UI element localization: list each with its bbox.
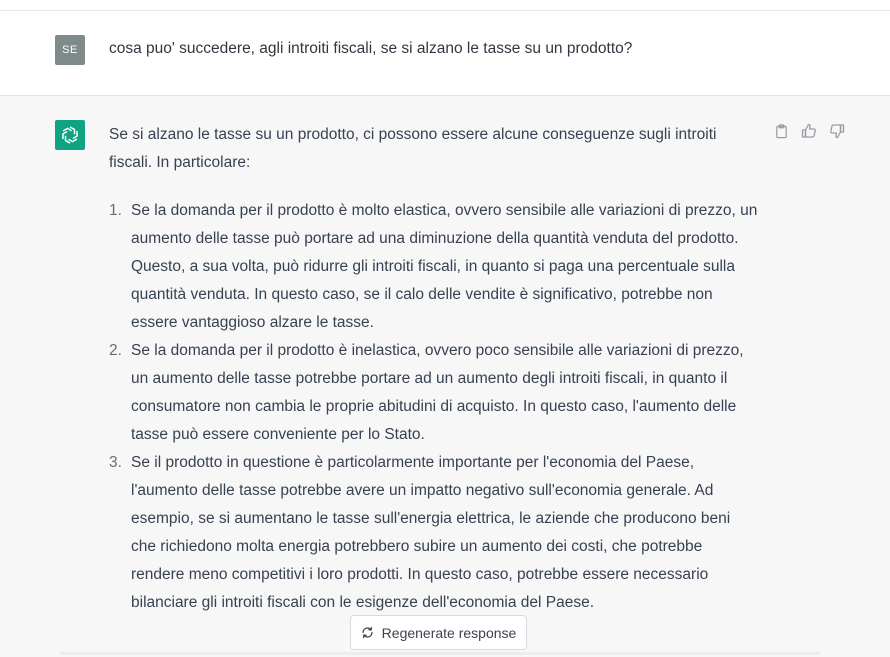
list-item <box>109 197 759 337</box>
clipboard-icon <box>774 124 789 139</box>
refresh-icon <box>361 626 374 639</box>
list-item-number: 3. <box>109 454 122 471</box>
assistant-message-body <box>109 121 759 617</box>
assistant-points-list <box>109 197 759 617</box>
thumbs-down-button[interactable] <box>828 122 846 140</box>
openai-logo-icon <box>59 124 81 146</box>
thumbs-up-icon <box>801 123 817 139</box>
input-area-edge <box>60 652 820 655</box>
thumbs-down-icon <box>829 123 845 139</box>
assistant-intro: Se si alzano le tasse su un prodotto, ci possono essere alcune conseguenze sugli introiti fiscali. In particolare: <box>109 126 717 171</box>
list-item-text: Se la domanda per il prodotto è molto elastica, ovvero sensibile alle variazioni di prezzo, un aumento delle tasse può portare ad una diminuzione della quantità venduta del prodotto. Questo, a sua volta, può ridurre gli introiti fiscali, in quanto si paga una percentuale sulla quantità venduta. In questo caso, se il calo delle vendite è significativo, potrebbe non essere vantaggioso alzare le tasse. <box>131 202 758 331</box>
user-avatar: SE <box>55 35 85 65</box>
list-item <box>109 449 759 617</box>
assistant-avatar <box>55 120 85 150</box>
user-message-text: cosa puo' succedere, agli introiti fiscali, se si alzano le tasse su un prodotto? <box>109 40 633 57</box>
thumbs-up-button[interactable] <box>800 122 818 140</box>
list-item-text: Se la domanda per il prodotto è inelastica, ovvero poco sensibile alle variazioni di prezzo, un aumento delle tasse potrebbe portare ad un aumento degli introiti fiscali, in quanto il consumatore non cambia le proprie abitudini di acquisto. In questo caso, l'aumento delle tasse può essere conveniente per lo Stato. <box>131 342 744 443</box>
list-item <box>109 337 759 449</box>
user-message <box>0 11 890 96</box>
regenerate-response-button[interactable] <box>350 615 527 650</box>
message-actions <box>772 122 846 140</box>
copy-button[interactable] <box>772 122 790 140</box>
list-item-text: Se il prodotto in questione è particolarmente importante per l'economia del Paese, l'aumento delle tasse potrebbe avere un impatto negativo sull'economia generale. Ad esempio, se si aumentano le tasse sull'energia elettrica, le aziende che producono beni che richiedono molta energia potrebbero subire un aumento dei costi, che potrebbe rendere meno competitivi i loro prodotti. In questo caso, potrebbe essere necessario bilanciare gli introiti fiscali con le esigenze dell'economia del Paese. <box>131 454 731 611</box>
top-divider <box>0 0 890 11</box>
assistant-message <box>0 96 890 657</box>
list-item-number: 2. <box>109 342 122 359</box>
list-item-number: 1. <box>109 202 122 219</box>
regenerate-label: Regenerate response <box>381 624 517 641</box>
